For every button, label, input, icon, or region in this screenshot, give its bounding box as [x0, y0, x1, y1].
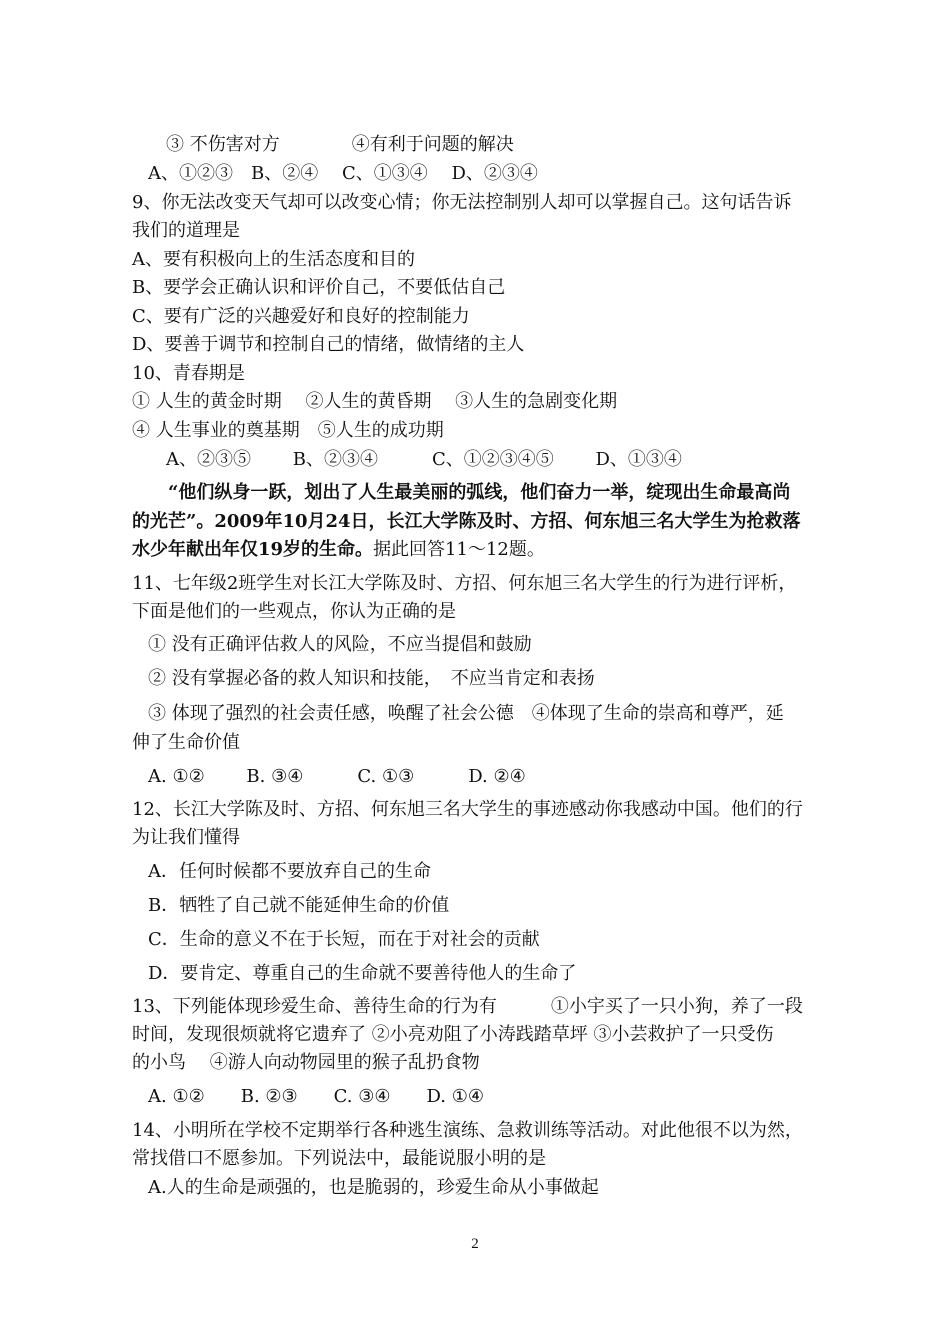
q11-options-3-4-line-1: ③ 体现了强烈的社会责任感，唤醒了社会公德 ④体现了生命的崇高和尊严，延	[148, 703, 784, 724]
q8-choices: A、①②③ B、②④ C、①③④ D、②③④	[148, 163, 538, 184]
q12-option-c: C．生命的意义不在于长短，而在于对社会的贡献	[148, 929, 540, 950]
passage-line-3	[132, 538, 545, 562]
q13-stem-line-3: 的小鸟 ④游人向动物园里的猴子乱扔食物	[132, 1052, 480, 1073]
passage-line-2: 的光芒”。2009年10月24日，长江大学陈及时、方招、何东旭三名大学生为抢救落	[132, 511, 801, 532]
q9-option-d: D、要善于调节和控制自己的情绪，做情绪的主人	[132, 334, 525, 355]
q9-stem-line-2: 我们的道理是	[132, 220, 240, 241]
q12-stem-line-1: 12、长江大学陈及时、方招、何东旭三名大学生的事迹感动你我感动中国。他们的行	[132, 799, 803, 820]
q13-stem-line-1: 13、下列能体现珍爱生命、善待生命的行为有 ①小宇买了一只小狗，养了一段	[132, 996, 803, 1017]
q13-stem-line-2: 时间，发现很烦就将它遗弃了 ②小亮劝阻了小涛践踏草坪 ③小芸救护了一只受伤	[132, 1024, 774, 1045]
q9-stem-line-1: 9、你无法改变天气却可以改变心情；你无法控制别人却可以掌握自己。这句话告诉	[132, 192, 792, 213]
q11-options-3-4-line-2: 伸了生命价值	[132, 732, 240, 753]
passage-line-3-bold: 水少年献出年仅19岁的生命。	[132, 539, 374, 560]
q8-options-3-4: ③ 不伤害对方 ④有利于问题的解决	[166, 134, 514, 155]
q10-options-4-5: ④ 人生事业的奠基期 ⑤人生的成功期	[132, 420, 444, 441]
q9-option-c: C、要有广泛的兴趣爱好和良好的控制能力	[132, 306, 470, 327]
q12-option-a: A．任何时候都不要放弃自己的生命	[148, 861, 431, 882]
q10-stem: 10、青春期是	[132, 363, 245, 384]
passage-line-3-rest: 据此回答11～12题。	[373, 539, 545, 560]
q14-stem-line-1: 14、小明所在学校不定期举行各种逃生演练、急救训练等活动。对此他很不以为然，	[132, 1120, 803, 1141]
q13-choices: A. ①② B. ②③ C. ③④ D. ①④	[148, 1086, 485, 1107]
q11-stem-line-1: 11、七年级2班学生对长江大学陈及时、方招、何东旭三名大学生的行为进行评析，	[132, 573, 797, 594]
q9-option-a: A、要有积极向上的生活态度和目的	[132, 249, 415, 270]
q9-option-b: B、要学会正确认识和评价自己，不要低估自己	[132, 277, 506, 298]
q11-stem-line-2: 下面是他们的一些观点，你认为正确的是	[132, 601, 456, 622]
q11-choices: A. ①② B. ③④ C. ①③ D. ②④	[148, 766, 526, 787]
q10-options-1-3: ① 人生的黄金时期 ②人生的黄昏期 ③人生的急剧变化期	[132, 391, 618, 412]
q12-option-b: B．牺牲了自己就不能延伸生命的价值	[148, 895, 450, 916]
q10-choices: A、②③⑤ B、②③④ C、①②③④⑤ D、①③④	[166, 449, 682, 470]
q14-stem-line-2: 常找借口不愿参加。下列说法中，最能说服小明的是	[132, 1148, 546, 1169]
q11-option-1: ① 没有正确评估救人的风险，不应当提倡和鼓励	[148, 634, 532, 655]
q11-option-2: ② 没有掌握必备的救人知识和技能， 不应当肯定和表扬	[148, 668, 595, 689]
passage-line-1: “他们纵身一跃，划出了人生最美丽的弧线，他们奋力一举，绽现出生命最高尚	[168, 482, 791, 503]
page-number: 2	[471, 1236, 479, 1252]
q12-stem-line-2: 为让我们懂得	[132, 827, 240, 848]
q12-option-d: D．要肯定、尊重自己的生命就不要善待他人的生命了	[148, 963, 577, 984]
q14-option-a: A.人的生命是顽强的，也是脆弱的，珍爱生命从小事做起	[148, 1177, 599, 1198]
